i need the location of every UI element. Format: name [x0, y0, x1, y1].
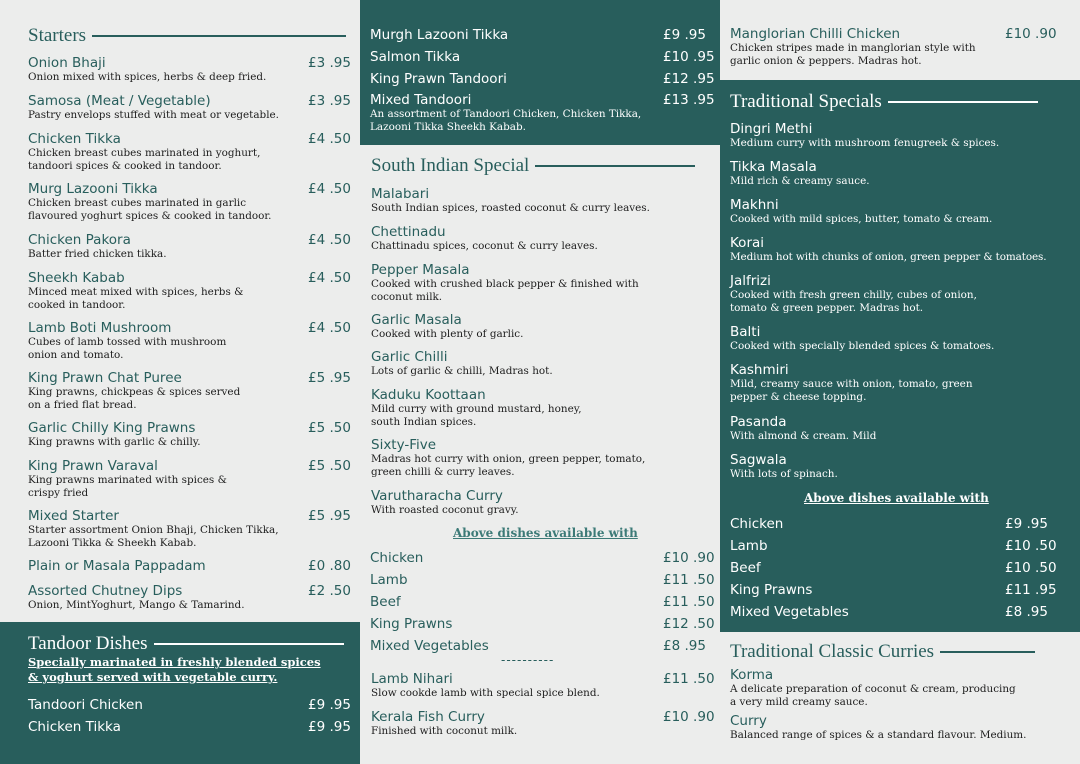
item-price: £4 .50: [308, 270, 351, 286]
heading-rule: [940, 651, 1035, 653]
menu-item: [730, 197, 1070, 226]
option-row: [370, 550, 715, 566]
classic-heading: [730, 641, 1035, 663]
item-name: Kaduku Koottaan: [371, 387, 486, 403]
item-price: £9 .95: [308, 719, 351, 735]
item-name: Garlic Chilly King Prawns: [28, 420, 196, 436]
item-desc: Balanced range of spices & a standard flavour. Medium.: [730, 729, 1027, 741]
item-name: Manglorian Chilli Chicken: [730, 26, 901, 42]
item-price: £4 .50: [308, 320, 351, 336]
item-desc: With roasted coconut gravy.: [371, 504, 519, 516]
menu-item: [371, 262, 671, 303]
item-price: £3 .95: [308, 93, 351, 109]
menu-item: [730, 235, 1075, 264]
item-name: Sagwala: [730, 452, 787, 468]
heading-rule: [535, 165, 695, 167]
item-name: Korma: [730, 667, 774, 683]
option-price: £8 .95: [663, 638, 706, 654]
item-name: Korai: [730, 235, 765, 251]
item-price: £4 .50: [308, 181, 351, 197]
heading-rule: [888, 101, 1038, 103]
menu-item: [371, 709, 715, 738]
menu-item: [730, 452, 1070, 481]
option-price: £9 .95: [1005, 516, 1048, 532]
menu-item: [371, 349, 671, 378]
item-price: £12 .95: [663, 71, 715, 87]
menu-item: [28, 55, 350, 84]
option-price: £10 .50: [1005, 560, 1057, 576]
item-name: Sheekh Kabab: [28, 270, 125, 286]
menu-item: [371, 224, 671, 253]
menu-item: [371, 387, 671, 428]
item-name: Mixed Tandoori: [370, 92, 472, 108]
item-price: £5 .95: [308, 508, 351, 524]
item-desc: Chicken breast cubes marinated in garlic flavoured yoghurt spices & cooked in tandoor.: [28, 197, 272, 222]
option-name: Chicken: [370, 550, 424, 566]
heading-rule: [154, 643, 344, 645]
item-desc: Cooked with plenty of garlic.: [371, 328, 524, 340]
option-name: Chicken: [730, 516, 784, 532]
item-name: Varutharacha Curry: [371, 488, 503, 504]
item-name: Balti: [730, 324, 761, 340]
item-price: £5 .50: [308, 420, 351, 436]
item-desc: Cooked with crushed black pepper & finished with coconut milk.: [371, 278, 639, 303]
classic-curries-panel: [720, 632, 1080, 764]
item-desc: King prawns with garlic & chilly.: [28, 436, 201, 448]
menu-item: [730, 26, 1070, 67]
section-title: Tandoor Dishes: [28, 633, 148, 654]
item-name: Sixty-Five: [371, 437, 437, 453]
item-name: Chicken Pakora: [28, 232, 131, 248]
menu-item: [730, 121, 1070, 150]
menu-item: [371, 671, 715, 700]
item-price: £5 .50: [308, 458, 351, 474]
divider: ----------: [501, 653, 555, 667]
item-price: £4 .50: [308, 232, 351, 248]
menu-item: [730, 159, 1070, 188]
option-row: [730, 560, 1070, 576]
item-price: £2 .50: [308, 583, 351, 599]
item-name: Tandoori Chicken: [28, 697, 143, 713]
menu-item: [371, 186, 671, 215]
item-desc: Lots of garlic & chilli, Madras hot.: [371, 365, 553, 377]
menu-item: [28, 583, 350, 612]
item-desc: Medium hot with chunks of onion, green pepper & tomatoes.: [730, 251, 1047, 263]
section-title: Starters: [28, 25, 87, 46]
menu-item: [730, 362, 1070, 403]
menu-item: [28, 558, 350, 574]
tandoor-heading: [28, 633, 344, 655]
item-price: £5 .95: [308, 370, 351, 386]
option-name: Mixed Vegetables: [730, 604, 849, 620]
menu-item: [730, 414, 1070, 443]
item-name: Onion Bhaji: [28, 55, 106, 71]
menu-item: [28, 697, 350, 713]
south-indian-heading: [371, 155, 695, 177]
menu-item: [730, 324, 1070, 353]
item-desc: Onion, MintYoghurt, Mango & Tamarind.: [28, 599, 245, 611]
item-price: £10 .90: [1005, 26, 1057, 42]
tandoor-note: Specially marinated in freshly blended spices & yoghurt served with vegetable curry.: [28, 655, 321, 684]
menu-item: [371, 488, 671, 517]
item-desc: An assortment of Tandoori Chicken, Chicken Tikka, Lazooni Tikka Sheekh Kabab.: [370, 108, 642, 133]
availability-label: Above dishes available with: [453, 526, 638, 540]
item-name: Dingri Methi: [730, 121, 813, 137]
item-desc: King prawns marinated with spices & crispy fried: [28, 474, 227, 499]
item-price: £9 .95: [663, 27, 706, 43]
item-price: £10 .95: [663, 49, 715, 65]
item-desc: Mild curry with ground mustard, honey, south Indian spices.: [371, 403, 582, 428]
item-desc: Slow cookde lamb with special spice blend.: [371, 687, 600, 699]
item-desc: With almond & cream. Mild: [730, 430, 877, 442]
manglorian-panel: [720, 0, 1080, 80]
item-name: Malabari: [371, 186, 430, 202]
item-desc: Chicken breast cubes marinated in yoghurt, tandoori spices & cooked in tandoor.: [28, 147, 261, 172]
option-name: Beef: [730, 560, 761, 576]
item-name: Garlic Chilli: [371, 349, 448, 365]
section-title: Traditional Classic Curries: [730, 641, 935, 662]
item-desc: King prawns, chickpeas & spices served on a fried flat bread.: [28, 386, 241, 411]
item-name: Plain or Masala Pappadam: [28, 558, 206, 574]
option-name: King Prawns: [370, 616, 453, 632]
item-desc: A delicate preparation of coconut & cream, producing a very mild creamy sauce.: [730, 683, 1016, 708]
option-price: £12 .50: [663, 616, 715, 632]
option-price: £11 .50: [663, 594, 715, 610]
menu-item: [28, 719, 350, 735]
menu-item: [28, 458, 350, 499]
item-name: Mixed Starter: [28, 508, 119, 524]
item-desc: Onion mixed with spices, herbs & deep fried.: [28, 71, 267, 83]
item-desc: Cooked with mild spices, butter, tomato & cream.: [730, 213, 993, 225]
item-name: Murg Lazooni Tikka: [28, 181, 158, 197]
menu-item: [28, 420, 350, 449]
menu-item: [28, 232, 350, 261]
item-name: Murgh Lazooni Tikka: [370, 27, 509, 43]
option-price: £10 .50: [1005, 538, 1057, 554]
item-name: Lamb Boti Mushroom: [28, 320, 172, 336]
item-desc: Cooked with fresh green chilly, cubes of onion, tomato & green pepper. Madras hot.: [730, 289, 977, 314]
item-desc: Cubes of lamb tossed with mushroom onion and tomato.: [28, 336, 227, 361]
traditional-specials-panel: [720, 80, 1080, 632]
option-name: Beef: [370, 594, 401, 610]
option-row: [730, 516, 1070, 532]
menu-item: [730, 273, 1070, 314]
item-name: Samosa (Meat / Vegetable): [28, 93, 211, 109]
option-row: [370, 572, 715, 588]
item-name: Salmon Tikka: [370, 49, 461, 65]
item-desc: Medium curry with mushroom fenugreek & spices.: [730, 137, 1000, 149]
menu-item: [28, 131, 350, 172]
item-name: Pepper Masala: [371, 262, 470, 278]
item-name: Chicken Tikka: [28, 719, 121, 735]
menu-item: [28, 320, 350, 361]
option-row: [730, 538, 1070, 554]
option-name: Mixed Vegetables: [370, 638, 489, 654]
heading-rule: [92, 35, 346, 37]
menu-item: [371, 312, 671, 341]
traditional-heading: [730, 91, 1038, 113]
menu-item: [730, 713, 1070, 742]
menu-item: [370, 92, 715, 133]
menu-item: [371, 437, 671, 478]
item-desc: Mild rich & creamy sauce.: [730, 175, 870, 187]
menu-item: [28, 270, 350, 311]
item-desc: Minced meat mixed with spices, herbs & cooked in tandoor.: [28, 286, 244, 311]
item-price: £0 .80: [308, 558, 351, 574]
tandoor-continued-panel: [360, 0, 720, 145]
item-price: £4 .50: [308, 131, 351, 147]
item-name: Garlic Masala: [371, 312, 462, 328]
starters-panel: [0, 0, 360, 622]
item-price: £13 .95: [663, 92, 715, 108]
item-desc: Batter fried chicken tikka.: [28, 248, 167, 260]
item-price: £9 .95: [308, 697, 351, 713]
menu-item: [370, 27, 710, 43]
item-desc: Chicken stripes made in manglorian style with garlic onion & peppers. Madras hot.: [730, 42, 976, 67]
item-price: £10 .90: [663, 709, 715, 725]
starters-heading: [28, 25, 346, 47]
item-name: Chettinadu: [371, 224, 446, 240]
item-desc: With lots of spinach.: [730, 468, 838, 480]
item-desc: Madras hot curry with onion, green pepper, tomato, green chilli & curry leaves.: [371, 453, 646, 478]
item-price: £3 .95: [308, 55, 351, 71]
menu-item: [28, 93, 350, 122]
tandoor-panel: [0, 622, 360, 764]
option-name: King Prawns: [730, 582, 813, 598]
option-row: [730, 604, 1070, 620]
item-desc: Chattinadu spices, coconut & curry leaves.: [371, 240, 598, 252]
option-name: Lamb: [370, 572, 408, 588]
section-title: Traditional Specials: [730, 91, 882, 112]
item-desc: Mild, creamy sauce with onion, tomato, green pepper & cheese topping.: [730, 378, 973, 403]
option-row: [370, 594, 715, 610]
option-name: Lamb: [730, 538, 768, 554]
item-desc: Cooked with specially blended spices & tomatoes.: [730, 340, 995, 352]
section-title: South Indian Special: [371, 155, 530, 176]
option-price: £10 .90: [663, 550, 715, 566]
item-name: Makhni: [730, 197, 779, 213]
menu-item: [28, 181, 350, 222]
option-row: [370, 616, 715, 632]
item-desc: Starter assortment Onion Bhaji, Chicken Tikka, Lazooni Tikka & Sheekh Kabab.: [28, 524, 279, 549]
item-name: King Prawn Tandoori: [370, 71, 507, 87]
option-price: £8 .95: [1005, 604, 1048, 620]
item-price: £11 .50: [663, 671, 715, 687]
option-row: [730, 582, 1070, 598]
menu-item: [730, 667, 1070, 708]
option-row: [370, 638, 710, 654]
item-name: Lamb Nihari: [371, 671, 453, 687]
option-price: £11 .95: [1005, 582, 1057, 598]
item-name: King Prawn Chat Puree: [28, 370, 182, 386]
item-name: Tikka Masala: [730, 159, 817, 175]
option-price: £11 .50: [663, 572, 715, 588]
menu-item: [370, 49, 715, 65]
item-name: Curry: [730, 713, 767, 729]
menu-item: [28, 370, 350, 411]
item-name: Kerala Fish Curry: [371, 709, 485, 725]
menu-item: [28, 508, 350, 549]
item-name: King Prawn Varaval: [28, 458, 158, 474]
item-name: Chicken Tikka: [28, 131, 121, 147]
availability-label: Above dishes available with: [804, 491, 989, 505]
item-desc: Finished with coconut milk.: [371, 725, 518, 737]
item-name: Assorted Chutney Dips: [28, 583, 183, 599]
item-desc: South Indian spices, roasted coconut & curry leaves.: [371, 202, 650, 214]
item-desc: Pastry envelops stuffed with meat or vegetable.: [28, 109, 279, 121]
menu-item: [370, 71, 715, 87]
south-indian-panel: [360, 145, 720, 764]
item-name: Pasanda: [730, 414, 787, 430]
item-name: Jalfrizi: [730, 273, 771, 289]
item-name: Kashmiri: [730, 362, 789, 378]
